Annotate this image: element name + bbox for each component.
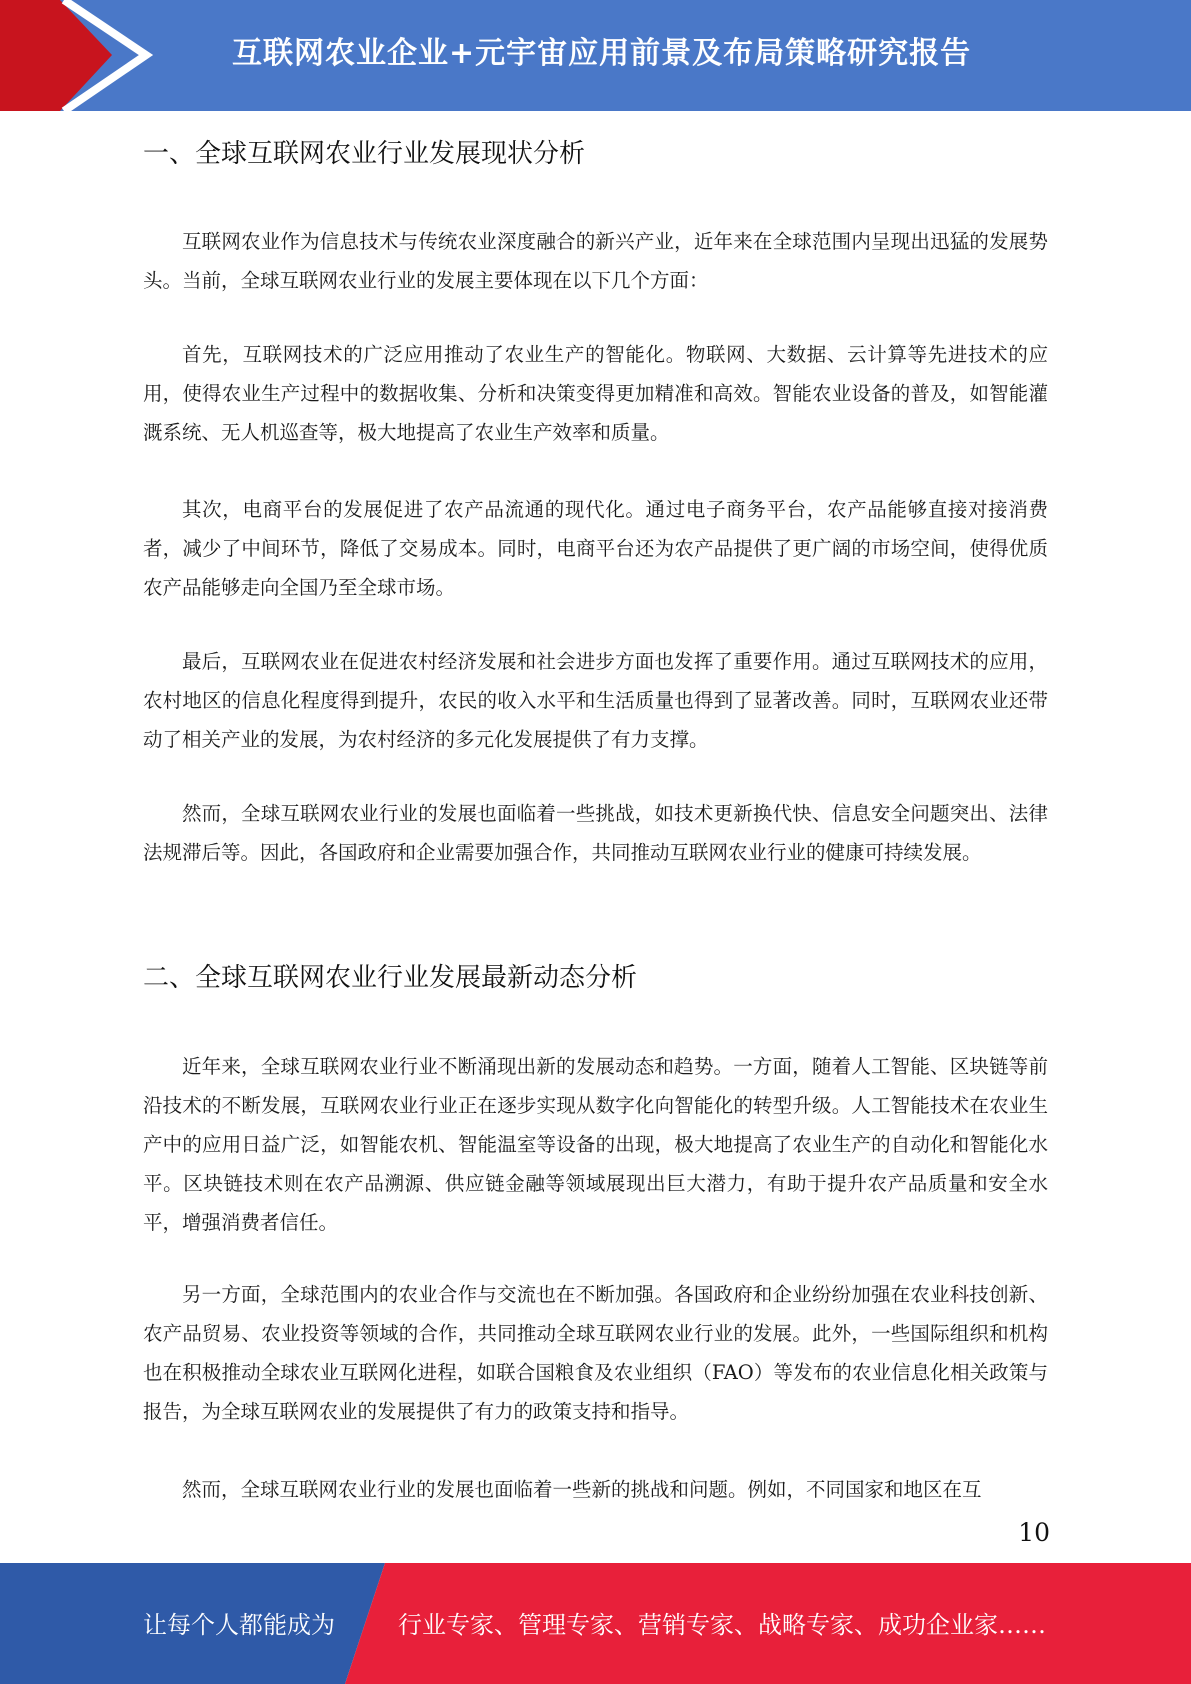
footer-slogan-left: 让每个人都能成为 bbox=[143, 1611, 335, 1639]
paragraph: 然而，全球互联网农业行业的发展也面临着一些新的挑战和问题。例如，不同国家和地区在互 bbox=[182, 1478, 982, 1501]
section-heading-2: 二、全球互联网农业行业发展最新动态分析 bbox=[143, 963, 638, 993]
section-heading-1: 一、全球互联网农业行业发展现状分析 bbox=[143, 139, 586, 169]
paragraph: 最后，互联网农业在促进农村经济发展和社会进步方面也发挥了重要作用。通过互联网技术的应用，农村地区的信息化程度得到提升，农民的收入水平和生活质量也得到了显著改善。同时，互联网农业还带动了相关产业的发展，为农村经济的多元化发展提供了有力支撑。 bbox=[143, 650, 1048, 751]
paragraph: 然而，全球互联网农业行业的发展也面临着一些挑战，如技术更新换代快、信息安全问题突出、法律法规滞后等。因此，各国政府和企业需要加强合作，共同推动互联网农业行业的健康可持续发展。 bbox=[143, 802, 1048, 864]
paragraph: 首先，互联网技术的广泛应用推动了农业生产的智能化。物联网、大数据、云计算等先进技术的应用，使得农业生产过程中的数据收集、分析和决策变得更加精准和高效。智能农业设备的普及，如智能灌溉系统、无人机巡查等，极大地提高了农业生产效率和质量。 bbox=[143, 343, 1048, 444]
header-chevron-decoration bbox=[0, 0, 160, 111]
paragraph: 另一方面，全球范围内的农业合作与交流也在不断加强。各国政府和企业纷纷加强在农业科技创新、农产品贸易、农业投资等领域的合作，共同推动全球互联网农业行业的发展。此外，一些国际组织和机构也在积极推动全球农业互联网化进程，如联合国粮食及农业组织（FAO）等发布的农业信息化相关政策与报告，为全球互联网农业的发展提供了有力的政策支持和指导。 bbox=[143, 1283, 1048, 1423]
page-number: 10 bbox=[1018, 1518, 1050, 1547]
page-header bbox=[0, 0, 1191, 111]
paragraph: 互联网农业作为信息技术与传统农业深度融合的新兴产业，近年来在全球范围内呈现出迅猛的发展势头。当前，全球互联网农业行业的发展主要体现在以下几个方面： bbox=[143, 230, 1048, 292]
paragraph: 近年来，全球互联网农业行业不断涌现出新的发展动态和趋势。一方面，随着人工智能、区块链等前沿技术的不断发展，互联网农业行业正在逐步实现从数字化向智能化的转型升级。人工智能技术在农业生产中的应用日益广泛，如智能农机、智能温室等设备的出现，极大地提高了农业生产的自动化和智能化水平。区块链技术则在农产品溯源、供应链金融等领域展现出巨大潜力，有助于提升农产品质量和安全水平，增强消费者信任。 bbox=[143, 1055, 1048, 1234]
page-footer bbox=[0, 1563, 1191, 1684]
footer-slogan-right: 行业专家、管理专家、营销专家、战略专家、成功企业家…… bbox=[398, 1611, 1046, 1639]
document-title: 互联网农业企业+元宇宙应用前景及布局策略研究报告 bbox=[232, 36, 972, 71]
paragraph: 其次，电商平台的发展促进了农产品流通的现代化。通过电子商务平台，农产品能够直接对接消费者，减少了中间环节，降低了交易成本。同时，电商平台还为农产品提供了更广阔的市场空间，使得优质农产品能够走向全国乃至全球市场。 bbox=[143, 498, 1048, 599]
